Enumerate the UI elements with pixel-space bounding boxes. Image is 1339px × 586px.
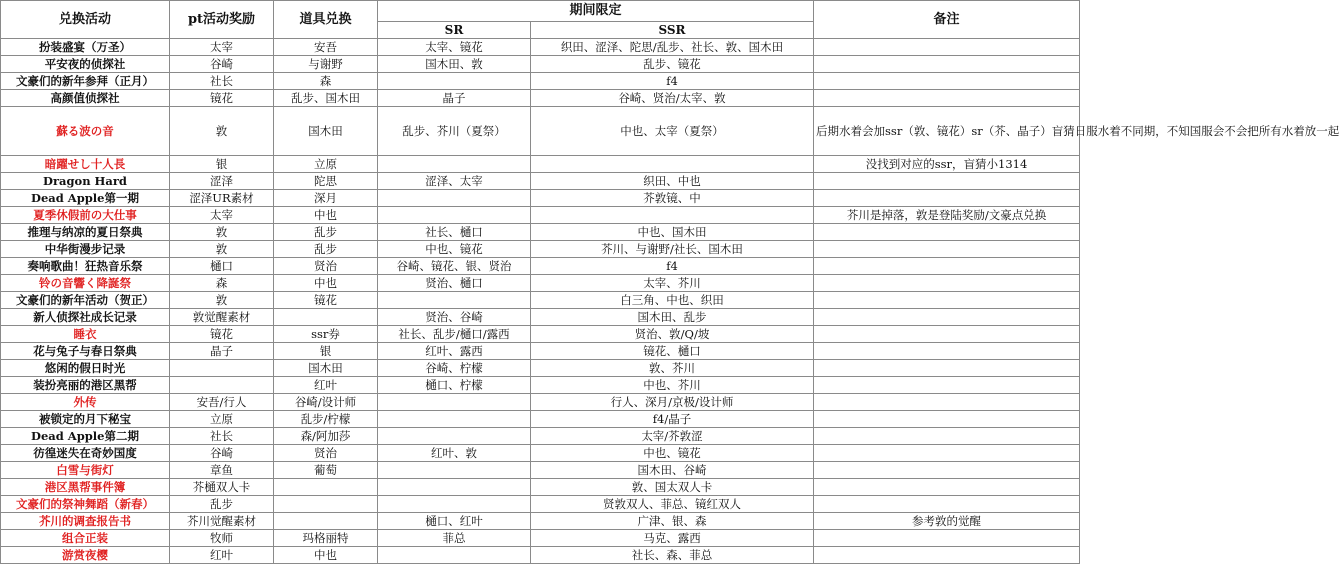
item-exchange-cell: 立原 xyxy=(274,156,378,173)
ssr-cell: 国木田、谷崎 xyxy=(531,462,814,479)
ssr-cell: 贤治、敦/Q/坡 xyxy=(531,326,814,343)
table-row xyxy=(1,275,1080,292)
item-exchange-cell: 与谢野 xyxy=(274,56,378,73)
sr-cell: 谷崎、镜花、银、贤治 xyxy=(378,258,531,275)
pt-reward-cell: 社长 xyxy=(170,73,274,90)
pt-reward-cell: 社长 xyxy=(170,428,274,445)
note-cell xyxy=(814,530,1080,547)
activity-cell: 白雪与街灯 xyxy=(1,462,170,479)
activity-cell: Dragon Hard xyxy=(1,173,170,190)
sr-cell: 贤治、樋口 xyxy=(378,275,531,292)
sr-cell xyxy=(378,292,531,309)
table-row xyxy=(1,292,1080,309)
item-exchange-cell: 贤治 xyxy=(274,258,378,275)
sr-cell: 菲总 xyxy=(378,530,531,547)
sr-cell: 谷崎、柠檬 xyxy=(378,360,531,377)
item-exchange-cell: 银 xyxy=(274,343,378,360)
header-pt-reward: pt活动奖励 xyxy=(170,1,274,39)
ssr-cell: 织田、中也 xyxy=(531,173,814,190)
sr-cell xyxy=(378,394,531,411)
note-cell xyxy=(814,496,1080,513)
pt-reward-cell: 镜花 xyxy=(170,326,274,343)
table-row xyxy=(1,360,1080,377)
pt-reward-cell: 牧师 xyxy=(170,530,274,547)
table-row xyxy=(1,377,1080,394)
activity-cell: 芥川的调查报告书 xyxy=(1,513,170,530)
pt-reward-cell: 敦 xyxy=(170,241,274,258)
ssr-cell: 太宰/芥敦涩 xyxy=(531,428,814,445)
pt-reward-cell: 安吾/行人 xyxy=(170,394,274,411)
pt-reward-cell: 太宰 xyxy=(170,39,274,56)
item-exchange-cell: 安吾 xyxy=(274,39,378,56)
pt-reward-cell: 章鱼 xyxy=(170,462,274,479)
header-limited: 期间限定 xyxy=(378,1,814,22)
note-cell xyxy=(814,39,1080,56)
activity-cell: 外传 xyxy=(1,394,170,411)
item-exchange-cell: 国木田 xyxy=(274,360,378,377)
pt-reward-cell: 敦 xyxy=(170,224,274,241)
activity-cell: 高颜值侦探社 xyxy=(1,90,170,107)
activity-cell: 花与兔子与春日祭典 xyxy=(1,343,170,360)
pt-reward-cell: 晶子 xyxy=(170,343,274,360)
ssr-cell: f4/晶子 xyxy=(531,411,814,428)
table-row xyxy=(1,445,1080,462)
ssr-cell: 中也、芥川 xyxy=(531,377,814,394)
header-sr: SR xyxy=(378,22,531,39)
ssr-cell: 贤敦双人、菲总、镜红双人 xyxy=(531,496,814,513)
item-exchange-cell: 葡萄 xyxy=(274,462,378,479)
pt-reward-cell xyxy=(170,360,274,377)
item-exchange-cell: 镜花 xyxy=(274,292,378,309)
sr-cell xyxy=(378,207,531,224)
ssr-cell: 镜花、樋口 xyxy=(531,343,814,360)
table-row xyxy=(1,462,1080,479)
table-row xyxy=(1,309,1080,326)
note-cell xyxy=(814,56,1080,73)
pt-reward-cell: 立原 xyxy=(170,411,274,428)
ssr-cell: 敦、国太双人卡 xyxy=(531,479,814,496)
sr-cell xyxy=(378,411,531,428)
activity-cell: 夏季休假前の大仕事 xyxy=(1,207,170,224)
ssr-cell: 芥敦镜、中 xyxy=(531,190,814,207)
item-exchange-cell: 玛格丽特 xyxy=(274,530,378,547)
sr-cell: 樋口、柠檬 xyxy=(378,377,531,394)
ssr-cell: f4 xyxy=(531,258,814,275)
item-exchange-cell: 森 xyxy=(274,73,378,90)
header-notes: 备注 xyxy=(814,1,1080,39)
table-row xyxy=(1,73,1080,90)
sr-cell xyxy=(378,156,531,173)
ssr-cell: f4 xyxy=(531,73,814,90)
pt-reward-cell: 敦觉醒素材 xyxy=(170,309,274,326)
note-cell: 参考敦的觉醒 xyxy=(814,513,1080,530)
table-row xyxy=(1,90,1080,107)
ssr-cell: 马克、露西 xyxy=(531,530,814,547)
sr-cell xyxy=(378,73,531,90)
note-cell xyxy=(814,326,1080,343)
pt-reward-cell: 银 xyxy=(170,156,274,173)
note-cell xyxy=(814,377,1080,394)
sr-cell: 涩泽、太宰 xyxy=(378,173,531,190)
header-item-exchange: 道具兑换 xyxy=(274,1,378,39)
table-row xyxy=(1,173,1080,190)
item-exchange-cell: 国木田 xyxy=(274,107,378,156)
activity-cell: 蘇る波の音 xyxy=(1,107,170,156)
table-row xyxy=(1,39,1080,56)
table-row xyxy=(1,394,1080,411)
pt-reward-cell: 芥樋双人卡 xyxy=(170,479,274,496)
sr-cell: 社长、樋口 xyxy=(378,224,531,241)
activity-cell: Dead Apple第二期 xyxy=(1,428,170,445)
sr-cell xyxy=(378,479,531,496)
activity-cell: 铃の音響く降誕祭 xyxy=(1,275,170,292)
ssr-cell: 太宰、芥川 xyxy=(531,275,814,292)
pt-reward-cell: 谷崎 xyxy=(170,445,274,462)
note-cell xyxy=(814,241,1080,258)
table-row xyxy=(1,479,1080,496)
item-exchange-cell: 中也 xyxy=(274,275,378,292)
sr-cell: 中也、镜花 xyxy=(378,241,531,258)
sr-cell: 樋口、红叶 xyxy=(378,513,531,530)
activity-cell: 组合正装 xyxy=(1,530,170,547)
activity-cell: 游赏夜樱 xyxy=(1,547,170,564)
sr-cell xyxy=(378,547,531,564)
activity-cell: 暗躍せし十人長 xyxy=(1,156,170,173)
note-cell xyxy=(814,479,1080,496)
sr-cell xyxy=(378,190,531,207)
table-row xyxy=(1,530,1080,547)
table-row xyxy=(1,156,1080,173)
item-exchange-cell: 乱步 xyxy=(274,224,378,241)
note-cell xyxy=(814,394,1080,411)
note-cell xyxy=(814,462,1080,479)
ssr-cell: 广津、银、森 xyxy=(531,513,814,530)
sr-cell: 贤治、谷崎 xyxy=(378,309,531,326)
pt-reward-cell: 敦 xyxy=(170,292,274,309)
item-exchange-cell: 中也 xyxy=(274,547,378,564)
table-row xyxy=(1,428,1080,445)
ssr-cell: 芥川、与谢野/社长、国木田 xyxy=(531,241,814,258)
item-exchange-cell: 中也 xyxy=(274,207,378,224)
table-row xyxy=(1,190,1080,207)
note-cell xyxy=(814,547,1080,564)
note-cell xyxy=(814,411,1080,428)
activity-cell: 奏响歌曲！狂热音乐祭 xyxy=(1,258,170,275)
activity-cell: 平安夜的侦探社 xyxy=(1,56,170,73)
header-ssr: SSR xyxy=(531,22,814,39)
note-cell: 芥川是掉落，敦是登陆奖励/文豪点兑换 xyxy=(814,207,1080,224)
ssr-cell: 谷崎、贤治/太宰、敦 xyxy=(531,90,814,107)
pt-reward-cell: 涩泽 xyxy=(170,173,274,190)
item-exchange-cell: 乱步、国木田 xyxy=(274,90,378,107)
activity-cell: 装扮亮丽的港区黑帮 xyxy=(1,377,170,394)
activity-cell: 中华街漫步记录 xyxy=(1,241,170,258)
note-cell xyxy=(814,343,1080,360)
table-row xyxy=(1,411,1080,428)
activity-cell: 被锁定的月下秘宝 xyxy=(1,411,170,428)
header-activity: 兑换活动 xyxy=(1,1,170,39)
pt-reward-cell xyxy=(170,377,274,394)
activity-cell: 彷徨迷失在奇妙国度 xyxy=(1,445,170,462)
table-row xyxy=(1,207,1080,224)
sr-cell: 社长、乱步/樋口/露西 xyxy=(378,326,531,343)
sr-cell: 乱步、芥川（夏祭） xyxy=(378,107,531,156)
header-row-1 xyxy=(1,1,1080,22)
pt-reward-cell: 芥川觉醒素材 xyxy=(170,513,274,530)
note-cell xyxy=(814,292,1080,309)
item-exchange-cell xyxy=(274,496,378,513)
table-row xyxy=(1,496,1080,513)
item-exchange-cell: 深月 xyxy=(274,190,378,207)
activity-cell: 新人侦探社成长记录 xyxy=(1,309,170,326)
note-cell xyxy=(814,90,1080,107)
activity-cell: Dead Apple第一期 xyxy=(1,190,170,207)
sr-cell xyxy=(378,462,531,479)
item-exchange-cell: ssr券 xyxy=(274,326,378,343)
sr-cell xyxy=(378,496,531,513)
item-exchange-cell: 森/阿加莎 xyxy=(274,428,378,445)
activity-cell: 港区黑帮事件簿 xyxy=(1,479,170,496)
ssr-cell: 敦、芥川 xyxy=(531,360,814,377)
sr-cell: 太宰、镜花 xyxy=(378,39,531,56)
item-exchange-cell xyxy=(274,309,378,326)
ssr-cell xyxy=(531,156,814,173)
pt-reward-cell: 敦 xyxy=(170,107,274,156)
pt-reward-cell: 谷崎 xyxy=(170,56,274,73)
table-row xyxy=(1,56,1080,73)
table-row xyxy=(1,513,1080,530)
table-row xyxy=(1,343,1080,360)
activity-cell: 文豪们的新年活动（贺正） xyxy=(1,292,170,309)
ssr-cell: 中也、太宰（夏祭） xyxy=(531,107,814,156)
ssr-cell: 白三角、中也、织田 xyxy=(531,292,814,309)
item-exchange-cell: 陀思 xyxy=(274,173,378,190)
note-cell xyxy=(814,190,1080,207)
note-cell xyxy=(814,173,1080,190)
item-exchange-cell: 谷崎/设计师 xyxy=(274,394,378,411)
activity-cell: 扮装盛宴（万圣） xyxy=(1,39,170,56)
activity-cell: 悠闲的假日时光 xyxy=(1,360,170,377)
note-cell: 后期水着会加ssr（敦、镜花）sr（芥、晶子）盲猜日服水着不同期，不知国服会不会把所有水着放一起 xyxy=(814,107,1080,156)
note-cell xyxy=(814,73,1080,90)
ssr-cell: 行人、深月/京极/设计师 xyxy=(531,394,814,411)
table-row xyxy=(1,326,1080,343)
activity-cell: 睡衣 xyxy=(1,326,170,343)
pt-reward-cell: 樋口 xyxy=(170,258,274,275)
note-cell xyxy=(814,428,1080,445)
sr-cell: 国木田、敦 xyxy=(378,56,531,73)
table-row xyxy=(1,241,1080,258)
ssr-cell: 国木田、乱步 xyxy=(531,309,814,326)
sr-cell: 红叶、敦 xyxy=(378,445,531,462)
note-cell xyxy=(814,360,1080,377)
item-exchange-cell: 红叶 xyxy=(274,377,378,394)
pt-reward-cell: 森 xyxy=(170,275,274,292)
note-cell xyxy=(814,275,1080,292)
table-row xyxy=(1,547,1080,564)
ssr-cell: 乱步、镜花 xyxy=(531,56,814,73)
note-cell xyxy=(814,445,1080,462)
item-exchange-cell xyxy=(274,513,378,530)
note-cell xyxy=(814,258,1080,275)
pt-reward-cell: 涩泽UR素材 xyxy=(170,190,274,207)
table-row xyxy=(1,107,1080,156)
activity-cell: 文豪们的祭神舞蹈（新春） xyxy=(1,496,170,513)
ssr-cell: 中也、国木田 xyxy=(531,224,814,241)
note-cell xyxy=(814,309,1080,326)
note-cell: 没找到对应的ssr，盲猜小1314 xyxy=(814,156,1080,173)
pt-reward-cell: 乱步 xyxy=(170,496,274,513)
sr-cell: 晶子 xyxy=(378,90,531,107)
item-exchange-cell: 乱步/柠檬 xyxy=(274,411,378,428)
item-exchange-cell xyxy=(274,479,378,496)
ssr-cell: 织田、涩泽、陀思/乱步、社长、敦、国木田 xyxy=(531,39,814,56)
sr-cell: 红叶、露西 xyxy=(378,343,531,360)
table-row xyxy=(1,224,1080,241)
note-cell xyxy=(814,224,1080,241)
table-row xyxy=(1,258,1080,275)
pt-reward-cell: 镜花 xyxy=(170,90,274,107)
table-body xyxy=(1,39,1339,564)
ssr-cell: 中也、镜花 xyxy=(531,445,814,462)
pt-reward-cell: 红叶 xyxy=(170,547,274,564)
sr-cell xyxy=(378,428,531,445)
activity-cell: 文豪们的新年参拜（正月） xyxy=(1,73,170,90)
activity-cell: 推理与纳凉的夏日祭典 xyxy=(1,224,170,241)
ssr-cell xyxy=(531,207,814,224)
item-exchange-cell: 乱步 xyxy=(274,241,378,258)
item-exchange-cell: 贤治 xyxy=(274,445,378,462)
pt-reward-cell: 太宰 xyxy=(170,207,274,224)
ssr-cell: 社长、森、菲总 xyxy=(531,547,814,564)
